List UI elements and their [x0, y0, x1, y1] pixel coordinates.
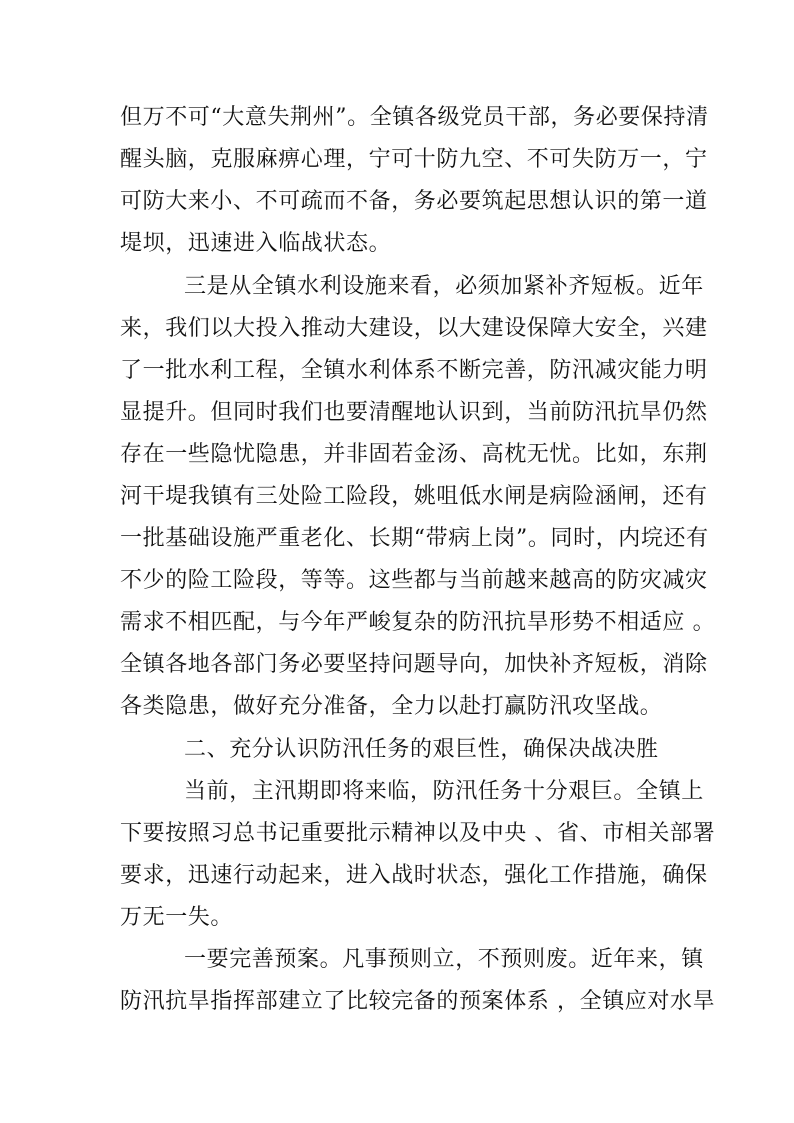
- text-line: 堤坝，迅速进入临战状态。: [120, 231, 392, 256]
- text-line: 需求不相匹配，与今年严峻复杂的防汛抗旱形势不相适应 。: [120, 610, 716, 635]
- text-line: 下要按照习总书记重要批示精神以及中央 、省、市相关部署: [120, 821, 716, 846]
- text-line: 万无一失。: [120, 905, 234, 930]
- text-line: 防汛抗旱指挥部建立了比较完备的预案体系 ，全镇应对水旱: [120, 989, 716, 1014]
- paragraph-first-line: 一要完善预案。凡事预则立，不预则废。近年来，镇: [184, 947, 704, 972]
- text-line: 各类隐患，做好充分准备，全力以赴打赢防汛攻坚战。: [120, 694, 663, 719]
- text-line: 了一批水利工程，全镇水利体系不断完善，防汛减灾能力明: [120, 358, 708, 383]
- paragraph-first-line: 三是从全镇水利设施来看，必须加紧补齐短板。近年: [184, 274, 704, 299]
- text-line: 河干堤我镇有三处险工险段，姚咀低水闸是病险涵闸，还有: [120, 484, 708, 509]
- text-line: 存在一些隐忧隐患，并非固若金汤、高枕无忧。比如，东荆: [120, 442, 708, 467]
- text-line: 全镇各地各部门务必要坚持问题导向，加快补齐短板，消除: [120, 652, 708, 677]
- text-line: 可防大来小、不可疏而不备，务必要筑起思想认识的第一道: [120, 189, 708, 214]
- text-line: 不少的险工险段，等等。这些都与当前越来越高的防灾减灾: [120, 568, 708, 593]
- text-line: 显提升。但同时我们也要清醒地认识到，当前防汛抗旱仍然: [120, 400, 708, 425]
- section-heading: 二、充分认识防汛任务的艰巨性，确保决战决胜: [184, 737, 659, 762]
- text-line: 来，我们以大投入推动大建设，以大建设保障大安全，兴建: [120, 316, 708, 341]
- paragraph-first-line: 当前，主汛期即将来临，防汛任务十分艰巨。全镇上: [184, 779, 704, 804]
- text-line: 醒头脑，克服麻痹心理，宁可十防九空、不可失防万一，宁: [120, 147, 708, 172]
- text-line: 要求，迅速行动起来，进入战时状态，强化工作措施，确保: [120, 863, 708, 888]
- text-line: 一批基础设施严重老化、长期“带病上岗”。同时，内垸还有: [120, 526, 709, 551]
- text-line: 但万不可“大意失荆州”。全镇各级党员干部，务必要保持清: [120, 105, 709, 130]
